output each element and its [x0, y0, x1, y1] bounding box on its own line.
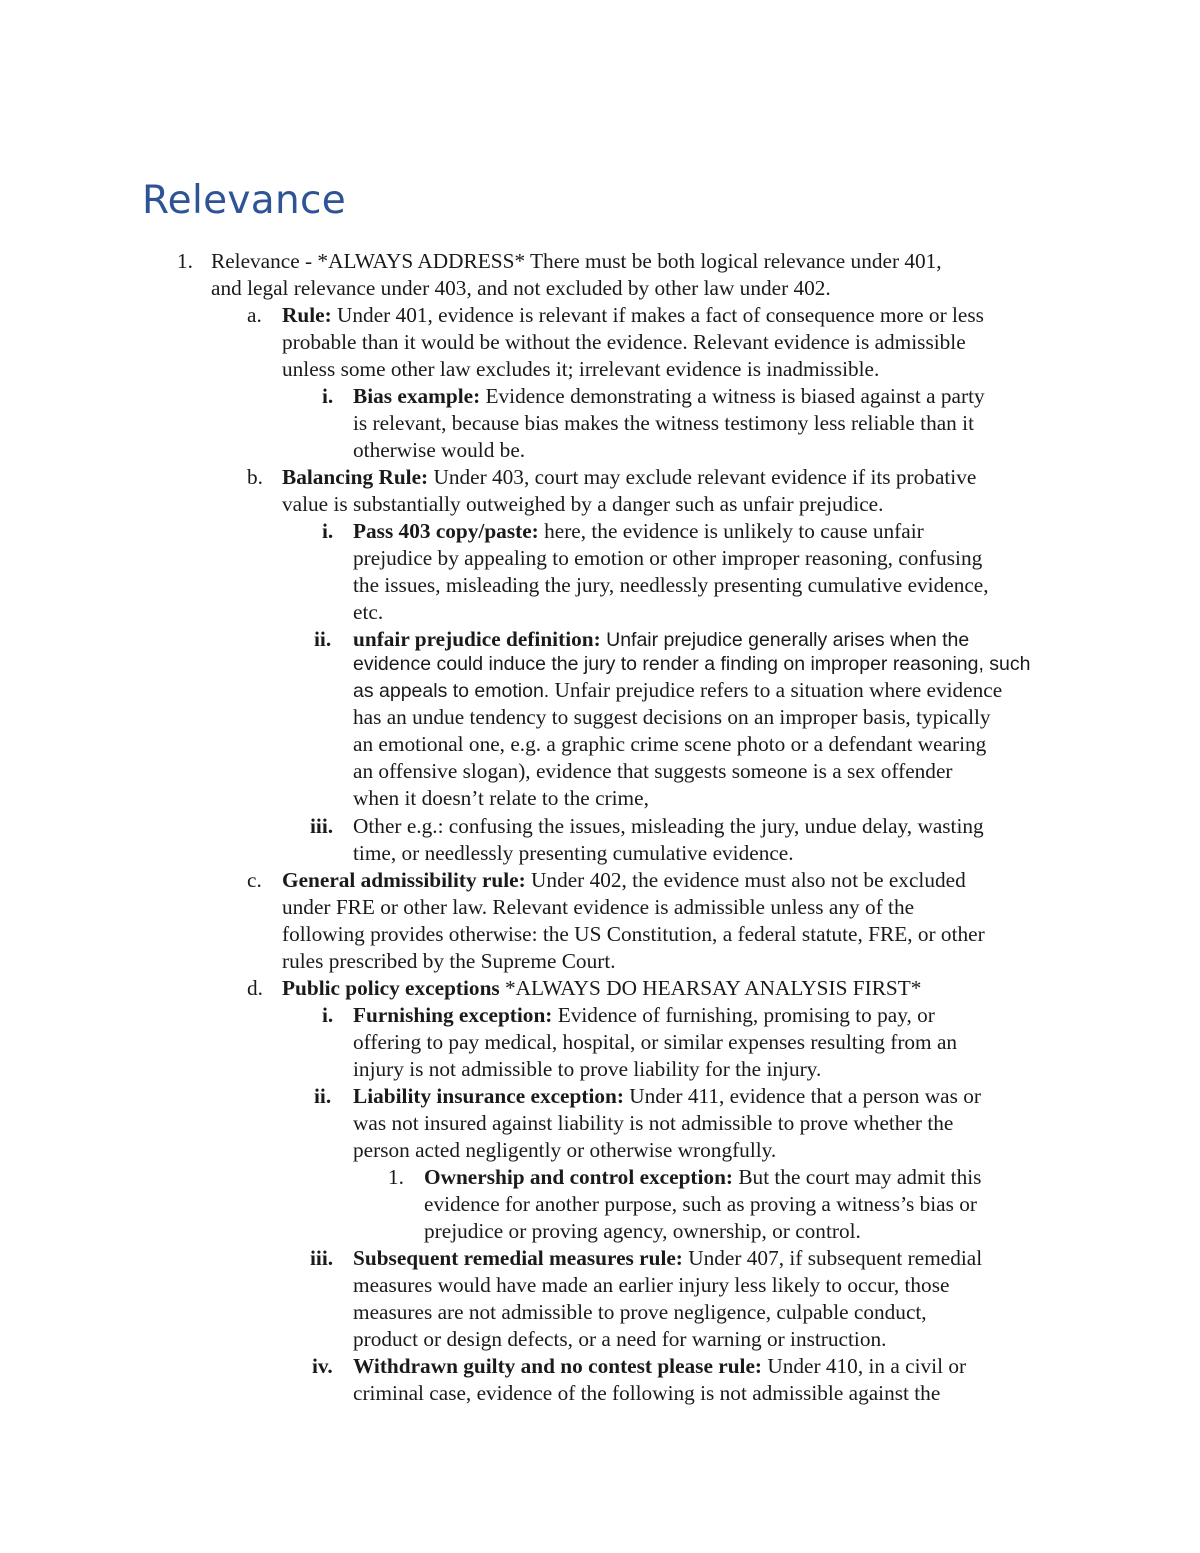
paragraph-line: Subsequent remedial measures rule: Under 407, if subsequent remedial: [353, 1246, 983, 1270]
bold-label: Rule:: [282, 303, 332, 327]
list-marker: iii.: [310, 814, 334, 838]
list-marker: 1.: [388, 1165, 404, 1189]
paragraph-line: prejudice by appealing to emotion or other improper reasoning, confusing: [353, 546, 983, 570]
bold-label: Pass 403 copy/paste:: [353, 519, 539, 543]
list-marker: b.: [247, 465, 263, 489]
list-marker: a.: [247, 303, 262, 327]
bold-label: Furnishing exception:: [353, 1003, 553, 1027]
paragraph-line: value is substantially outweighed by a danger such as unfair prejudice.: [282, 492, 884, 516]
paragraph-line: offering to pay medical, hospital, or similar expenses resulting from an: [353, 1030, 958, 1054]
paragraph-line: has an undue tendency to suggest decisions on an improper basis, typically: [353, 705, 991, 729]
paragraph-line: Liability insurance exception: Under 411, evidence that a person was or: [353, 1084, 981, 1108]
list-marker: d.: [247, 976, 263, 1000]
bold-label: Liability insurance exception:: [353, 1084, 624, 1108]
paragraph-line: Furnishing exception: Evidence of furnishing, promising to pay, or: [353, 1003, 935, 1027]
paragraph-line: product or design defects, or a need for warning or instruction.: [353, 1327, 887, 1351]
paragraph-line: an emotional one, e.g. a graphic crime scene photo or a defendant wearing: [353, 732, 987, 756]
paragraph-line: Balancing Rule: Under 403, court may exclude relevant evidence if its probative: [282, 465, 977, 489]
paragraph-line: Public policy exceptions *ALWAYS DO HEARSAY ANALYSIS FIRST*: [282, 976, 922, 1000]
list-marker: i.: [322, 384, 334, 408]
list-marker: 1.: [177, 249, 193, 273]
bold-label: Public policy exceptions: [282, 976, 500, 1000]
paragraph-line: criminal case, evidence of the following is not admissible against the: [353, 1381, 941, 1405]
paragraph-line: Ownership and control exception: But the court may admit this: [424, 1165, 982, 1189]
paragraph-line: Withdrawn guilty and no contest please rule: Under 410, in a civil or: [353, 1354, 967, 1378]
paragraph-line: probable than it would be without the evidence. Relevant evidence is admissible: [282, 330, 966, 354]
list-marker: iii.: [310, 1246, 334, 1270]
list-marker: ii.: [314, 627, 332, 651]
bold-label: Subsequent remedial measures rule:: [353, 1246, 683, 1270]
paragraph-line: following provides otherwise: the US Constitution, a federal statute, FRE, or other: [282, 922, 985, 946]
paragraph-line: time, or needlessly presenting cumulative evidence.: [353, 841, 794, 865]
paragraph-line: injury is not admissible to prove liability for the injury.: [353, 1057, 822, 1081]
paragraph-line: Bias example: Evidence demonstrating a witness is biased against a party: [353, 384, 985, 408]
paragraph-line: evidence for another purpose, such as proving a witness’s bias or: [424, 1192, 977, 1216]
paragraph-line: General admissibility rule: Under 402, the evidence must also not be excluded: [282, 868, 966, 892]
paragraph-line: prejudice or proving agency, ownership, or control.: [424, 1219, 861, 1243]
list-marker: i.: [322, 519, 334, 543]
list-marker: i.: [322, 1003, 334, 1027]
paragraph-line: Rule: Under 401, evidence is relevant if makes a fact of consequence more or less: [282, 303, 984, 327]
page-title: Relevance: [142, 178, 347, 223]
paragraph-line: rules prescribed by the Supreme Court.: [282, 949, 616, 973]
list-marker: ii.: [314, 1084, 332, 1108]
bold-label: Bias example:: [353, 384, 481, 408]
paragraph-line: unless some other law excludes it; irrelevant evidence is inadmissible.: [282, 357, 880, 381]
bold-label: Withdrawn guilty and no contest please rule:: [353, 1354, 763, 1378]
paragraph-line: was not insured against liability is not admissible to prove whether the: [353, 1111, 954, 1135]
paragraph-line: measures would have made an earlier injury less likely to occur, those: [353, 1273, 950, 1297]
paragraph-line: Other e.g.: confusing the issues, misleading the jury, undue delay, wasting: [353, 814, 984, 838]
paragraph-line: person acted negligently or otherwise wrongfully.: [353, 1138, 777, 1162]
bold-label: unfair prejudice definition:: [353, 627, 601, 651]
paragraph-line: measures are not admissible to prove negligence, culpable conduct,: [353, 1300, 927, 1324]
paragraph-line: otherwise would be.: [353, 438, 526, 462]
bold-label: General admissibility rule:: [282, 868, 526, 892]
paragraph-line: evidence could induce the jury to render a finding on improper reasoning, such: [353, 653, 1031, 675]
list-marker: iv.: [312, 1354, 333, 1378]
paragraph-line: etc.: [353, 600, 384, 624]
paragraph-line: Pass 403 copy/paste: here, the evidence is unlikely to cause unfair: [353, 519, 924, 543]
bold-label: Ownership and control exception:: [424, 1165, 734, 1189]
list-marker: c.: [247, 868, 262, 892]
paragraph-line: as appeals to emotion. Unfair prejudice refers to a situation where evidence: [353, 678, 1003, 702]
paragraph-line: unfair prejudice definition: Unfair prejudice generally arises when the: [353, 627, 970, 651]
bold-label: Balancing Rule:: [282, 465, 429, 489]
paragraph-line: and legal relevance under 403, and not excluded by other law under 402.: [211, 276, 831, 300]
paragraph-line: is relevant, because bias makes the witness testimony less reliable than it: [353, 411, 974, 435]
paragraph-line: when it doesn’t relate to the crime,: [353, 786, 649, 810]
paragraph-line: under FRE or other law. Relevant evidence is admissible unless any of the: [282, 895, 915, 919]
paragraph-line: Relevance - *ALWAYS ADDRESS* There must be both logical relevance under 401,: [211, 249, 942, 273]
paragraph-line: the issues, misleading the jury, needlessly presenting cumulative evidence,: [353, 573, 989, 597]
paragraph-line: an offensive slogan), evidence that suggests someone is a sex offender: [353, 759, 953, 783]
